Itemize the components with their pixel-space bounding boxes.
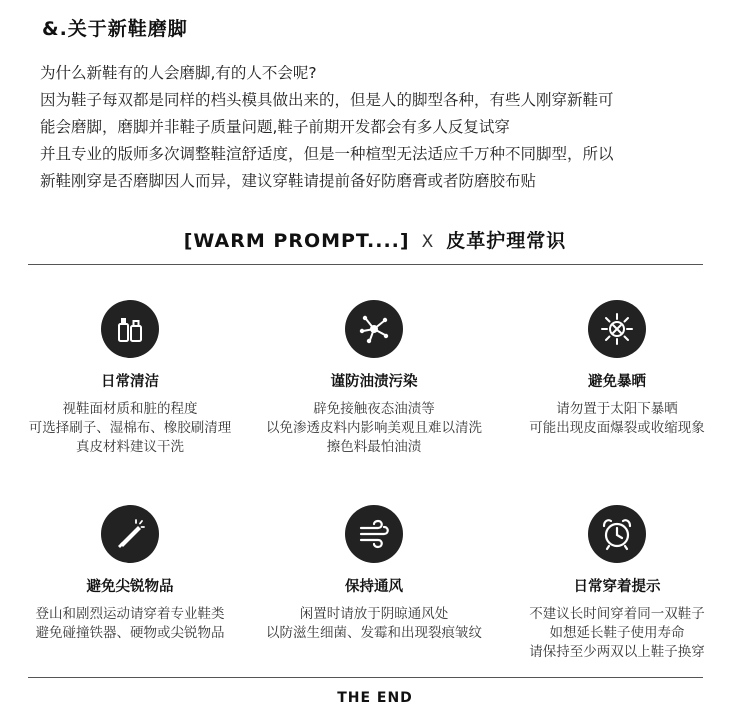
tips-heading-left: [WARM PROMPT....] xyxy=(183,230,410,252)
card-desc-line: 真皮材料建议干洗 xyxy=(76,439,184,455)
card-desc-line: 以防滋生细菌、发霉和出现裂痕皱纹 xyxy=(266,625,482,641)
section-title: &.关于新鞋磨脚 xyxy=(42,18,188,40)
card-description xyxy=(10,400,250,457)
tips-heading-right: 皮革护理常识 xyxy=(446,230,567,252)
wind-icon xyxy=(345,505,403,563)
card-description xyxy=(254,400,494,457)
faq-line: 能会磨脚，磨脚并非鞋子质量问题,鞋子前期开发都会有多人反复试穿 xyxy=(40,118,510,136)
card-desc-line: 辟免接触夜态油渍等 xyxy=(313,401,435,417)
card-description xyxy=(10,605,250,643)
faq-line: 新鞋刚穿是否磨脚因人而异，建议穿鞋请提前备好防磨膏或者防磨胶布贴 xyxy=(40,172,537,190)
care-card-oil-stain xyxy=(254,300,494,457)
care-card-sun xyxy=(497,300,737,438)
the-end-label: THE END xyxy=(337,690,413,706)
care-card-sharp-objects xyxy=(10,505,250,643)
card-desc-line: 请保持至少两双以上鞋子换穿 xyxy=(529,644,705,660)
tips-heading xyxy=(0,226,750,253)
faq-line: 为什么新鞋有的人会磨脚,有的人不会呢? xyxy=(40,64,317,82)
card-desc-line: 不建议长时间穿着同一双鞋子 xyxy=(529,606,705,622)
card-description xyxy=(497,400,737,438)
divider-top xyxy=(28,264,703,265)
card-title: 日常清洁 xyxy=(101,374,159,390)
stain-splatter-icon xyxy=(345,300,403,358)
card-title: 日常穿着提示 xyxy=(573,579,661,595)
alarm-clock-icon xyxy=(588,505,646,563)
card-desc-line: 闲置时请放于阴晾通风处 xyxy=(299,606,449,622)
card-title: 避免暴晒 xyxy=(588,374,646,390)
sharp-blade-icon xyxy=(101,505,159,563)
faq-text xyxy=(40,60,720,195)
card-desc-line: 登山和剧烈运动请穿着专业鞋类 xyxy=(35,606,225,622)
care-card-cleaning xyxy=(10,300,250,457)
cleaning-bottles-icon xyxy=(101,300,159,358)
card-desc-line: 避免碰撞铁器、硬物或尖锐物品 xyxy=(35,625,225,641)
faq-line: 并且专业的版师多次调整鞋渲舒适度，但是一种楦型无法适应千万种不同脚型，所以 xyxy=(40,145,614,163)
card-desc-line: 可选择刷子、湿棉布、橡胶刷清理 xyxy=(28,420,232,436)
card-desc-line: 以免渗透皮料内影响美观且难以清洗 xyxy=(266,420,482,436)
card-title: 保持通风 xyxy=(345,579,403,595)
care-card-ventilation xyxy=(254,505,494,643)
card-desc-line: 如想延长鞋子使用寿命 xyxy=(549,625,685,641)
card-title: 避免尖锐物品 xyxy=(86,579,174,595)
faq-line: 因为鞋子每双都是同样的档头模具做出来的，但是人的脚型各种，有些人刚穿新鞋可 xyxy=(40,91,614,109)
care-card-daily-wear xyxy=(497,505,737,662)
card-desc-line: 擦色料最怕油渍 xyxy=(326,439,422,455)
card-description xyxy=(497,605,737,662)
card-desc-line: 可能出现皮面爆裂或收缩现象 xyxy=(529,420,705,436)
sun-icon xyxy=(588,300,646,358)
card-description xyxy=(254,605,494,643)
card-title: 谨防油渍污染 xyxy=(330,374,418,390)
card-desc-line: 请勿置于太阳下暴晒 xyxy=(556,401,678,417)
divider-bottom xyxy=(28,677,703,678)
card-desc-line: 视鞋面材质和脏的程度 xyxy=(62,401,198,417)
tips-heading-separator: X xyxy=(421,232,435,252)
